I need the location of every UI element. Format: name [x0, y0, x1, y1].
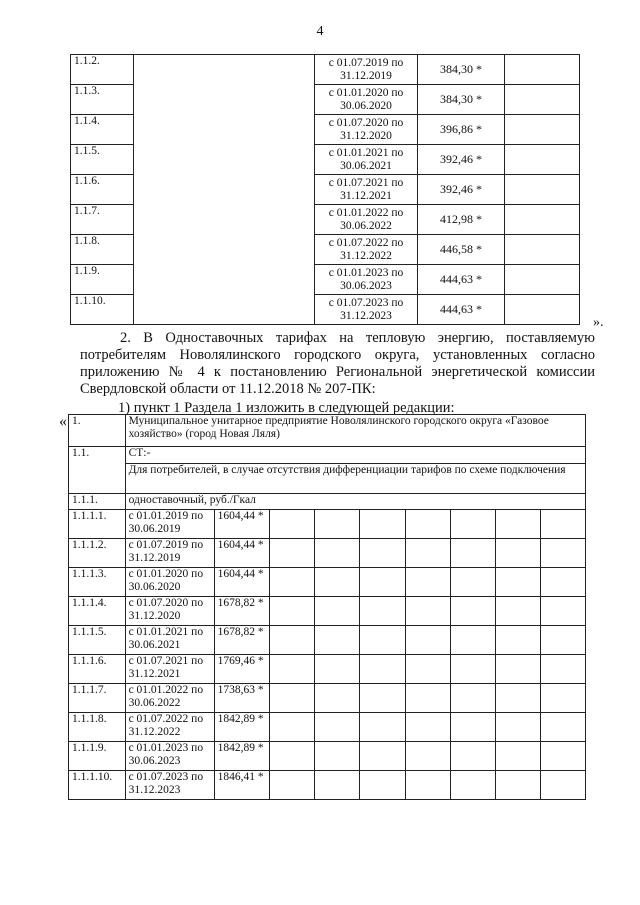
period-cell	[125, 742, 214, 771]
empty-cell	[360, 626, 405, 655]
period-cell	[315, 55, 418, 85]
empty-cell	[405, 539, 450, 568]
empty-cell	[315, 626, 360, 655]
period-end: 31.12.2021	[340, 189, 392, 202]
empty-cell	[450, 597, 495, 626]
empty-cell	[270, 771, 315, 800]
table-row	[69, 713, 586, 742]
tariff-table-new	[68, 414, 586, 800]
period-start: с 01.07.2021 по	[328, 176, 404, 189]
empty-cell	[505, 55, 580, 85]
row-number: 1.1.8.	[71, 235, 134, 265]
empty-cell	[405, 626, 450, 655]
period-cell	[125, 539, 214, 568]
row-number: 1.1.1.5.	[69, 626, 126, 655]
empty-cell	[450, 742, 495, 771]
empty-cell	[450, 568, 495, 597]
tariff-value: 444,63 *	[418, 295, 505, 325]
tariff-value: 444,63 *	[418, 265, 505, 295]
empty-cell	[405, 597, 450, 626]
period-end: 31.12.2023	[128, 784, 181, 796]
empty-cell	[505, 85, 580, 115]
empty-cell	[270, 713, 315, 742]
table-row	[69, 684, 586, 713]
period-cell	[125, 510, 214, 539]
period-start: с 01.01.2023 по	[128, 742, 204, 754]
table-row	[69, 597, 586, 626]
period-start: с 01.01.2021 по	[128, 626, 204, 638]
tariff-value: 392,46 *	[418, 145, 505, 175]
empty-cell	[540, 771, 585, 800]
table-row	[69, 539, 586, 568]
empty-cell	[360, 539, 405, 568]
paragraph-subitem-1: 1) пункт 1 Раздела 1 изложить в следующей редакции:	[118, 400, 455, 416]
empty-cell	[315, 597, 360, 626]
tariff-value: 1604,44 *	[214, 510, 270, 539]
row-number: 1.1.3.	[71, 85, 134, 115]
empty-cell	[540, 626, 585, 655]
row-number: 1.1.1.3.	[69, 568, 126, 597]
period-end: 31.12.2021	[128, 668, 181, 680]
tariff-number: 1.1.1.	[69, 494, 126, 510]
period-start: с 01.01.2022 по	[328, 206, 404, 219]
row-number: 1.1.9.	[71, 265, 134, 295]
period-cell	[125, 655, 214, 684]
tariff-table-continuation	[70, 54, 580, 325]
empty-cell	[405, 568, 450, 597]
consumers-text: Для потребителей, в случае отсутствия дифференциации тарифов по схеме подключения	[125, 464, 585, 494]
row-number: 1.1.1.4.	[69, 597, 126, 626]
period-cell	[315, 115, 418, 145]
period-start: с 01.01.2022 по	[128, 684, 204, 696]
empty-cell	[270, 742, 315, 771]
empty-cell	[270, 684, 315, 713]
empty-cell	[495, 655, 540, 684]
period-end: 31.12.2023	[340, 309, 392, 322]
tariff-label: одноставочный, руб./Гкал	[125, 494, 585, 510]
tariff-value: 1604,44 *	[214, 568, 270, 597]
empty-cell	[540, 684, 585, 713]
empty-cell	[405, 771, 450, 800]
empty-cell	[360, 771, 405, 800]
paragraph-item-2: 2. В Одноставочных тарифах на тепловую энергию, поставляемую потребителям Новолялинского городского округа, установленных согласно приложению № 4 к постановлению Региональной энергетической комиссии Свердловской области от 11.12.2018 № 207-ПК:	[80, 330, 595, 397]
period-end: 31.12.2020	[340, 129, 392, 142]
period-cell	[125, 684, 214, 713]
empty-cell	[540, 713, 585, 742]
period-end: 30.06.2019	[128, 523, 181, 535]
period-end: 31.12.2019	[128, 552, 181, 564]
empty-cell	[315, 510, 360, 539]
empty-cell	[450, 771, 495, 800]
period-end: 30.06.2021	[128, 639, 181, 651]
row-number: 1.1.7.	[71, 205, 134, 235]
empty-cell	[495, 771, 540, 800]
period-start: с 01.07.2019 по	[328, 56, 404, 69]
period-start: с 01.07.2019 по	[128, 539, 204, 551]
empty-cell	[315, 539, 360, 568]
period-cell	[315, 295, 418, 325]
empty-cell	[270, 597, 315, 626]
empty-cell	[360, 713, 405, 742]
period-start: с 01.01.2020 по	[328, 86, 404, 99]
empty-cell	[405, 684, 450, 713]
period-cell	[315, 265, 418, 295]
period-start: с 01.07.2023 по	[128, 771, 204, 783]
empty-cell	[540, 655, 585, 684]
period-end: 31.12.2020	[128, 610, 181, 622]
period-end: 30.06.2023	[128, 755, 181, 767]
empty-cell	[505, 175, 580, 205]
org-number: 1.	[69, 415, 126, 447]
row-number: 1.1.10.	[71, 295, 134, 325]
period-end: 30.06.2023	[340, 279, 392, 292]
row-number: 1.1.1.10.	[69, 771, 126, 800]
empty-cell	[495, 597, 540, 626]
period-start: с 01.07.2020 по	[328, 116, 404, 129]
period-cell	[125, 713, 214, 742]
period-cell	[315, 235, 418, 265]
table-row	[69, 771, 586, 800]
tariff-value: 1678,82 *	[214, 597, 270, 626]
empty-cell	[505, 145, 580, 175]
empty-cell	[315, 655, 360, 684]
empty-cell	[360, 684, 405, 713]
tariff-value: 396,86 *	[418, 115, 505, 145]
tariff-value: 446,58 *	[418, 235, 505, 265]
empty-cell	[540, 742, 585, 771]
period-end: 30.06.2022	[340, 219, 392, 232]
empty-cell	[315, 568, 360, 597]
period-end: 30.06.2020	[128, 581, 181, 593]
empty-cell	[405, 510, 450, 539]
row-number: 1.1.1.6.	[69, 655, 126, 684]
period-start: с 01.01.2020 по	[128, 568, 204, 580]
empty-cell	[540, 597, 585, 626]
period-start: с 01.07.2020 по	[128, 597, 204, 609]
merged-empty-cell	[134, 55, 315, 325]
table-row	[69, 568, 586, 597]
tariff-value: 384,30 *	[418, 55, 505, 85]
table-row	[69, 626, 586, 655]
empty-cell	[495, 684, 540, 713]
tariff-value: 392,46 *	[418, 175, 505, 205]
period-cell	[125, 771, 214, 800]
empty-cell	[270, 655, 315, 684]
empty-cell	[505, 205, 580, 235]
empty-cell	[505, 265, 580, 295]
period-cell	[315, 175, 418, 205]
tariff-value: 384,30 *	[418, 85, 505, 115]
tariff-value: 1842,89 *	[214, 742, 270, 771]
empty-cell	[270, 539, 315, 568]
empty-cell	[450, 510, 495, 539]
empty-cell	[495, 626, 540, 655]
tariff-value: 1842,89 *	[214, 713, 270, 742]
empty-cell	[495, 510, 540, 539]
empty-cell	[450, 539, 495, 568]
period-end: 30.06.2022	[128, 697, 181, 709]
empty-cell	[360, 597, 405, 626]
empty-cell	[450, 713, 495, 742]
empty-cell	[495, 539, 540, 568]
empty-cell	[270, 626, 315, 655]
period-cell	[125, 626, 214, 655]
empty-cell	[505, 115, 580, 145]
tariff-value: 1738,63 *	[214, 684, 270, 713]
row-number: 1.1.1.9.	[69, 742, 126, 771]
empty-cell	[540, 539, 585, 568]
period-cell	[315, 145, 418, 175]
period-cell	[315, 205, 418, 235]
empty-cell	[360, 568, 405, 597]
table-row	[69, 510, 586, 539]
empty-cell	[315, 742, 360, 771]
period-cell	[125, 568, 214, 597]
ct-label: СТ:-	[125, 447, 585, 464]
page-number: 4	[316, 24, 324, 39]
empty-cell	[505, 235, 580, 265]
empty-cell	[450, 684, 495, 713]
empty-cell	[450, 626, 495, 655]
empty-cell	[495, 568, 540, 597]
tariff-value: 412,98 *	[418, 205, 505, 235]
row-number: 1.1.4.	[71, 115, 134, 145]
closing-quote: ».	[593, 315, 604, 330]
period-end: 31.12.2019	[340, 69, 392, 82]
table-row	[69, 655, 586, 684]
empty-cell	[315, 771, 360, 800]
period-start: с 01.01.2019 по	[128, 510, 204, 522]
row-number: 1.1.5.	[71, 145, 134, 175]
tariff-value: 1678,82 *	[214, 626, 270, 655]
period-start: с 01.07.2023 по	[328, 296, 404, 309]
empty-cell	[405, 742, 450, 771]
opening-quote: «	[59, 413, 67, 430]
row-number: 1.1.1.1.	[69, 510, 126, 539]
period-start: с 01.07.2022 по	[328, 236, 404, 249]
org-name: Муниципальное унитарное предприятие Новолялинского городского округа «Газовое хозяйство» (город Новая Ляля)	[125, 415, 585, 447]
row-number: 1.1.1.8.	[69, 713, 126, 742]
empty-cell	[450, 655, 495, 684]
row-number: 1.1.1.2.	[69, 539, 126, 568]
period-end: 30.06.2021	[340, 159, 392, 172]
table-row	[69, 742, 586, 771]
tariff-value: 1846,41 *	[214, 771, 270, 800]
row-number: 1.1.2.	[71, 55, 134, 85]
ct-number: 1.1.	[69, 447, 126, 494]
table-row	[71, 55, 580, 85]
period-start: с 01.01.2021 по	[328, 146, 404, 159]
empty-cell	[360, 655, 405, 684]
empty-cell	[495, 742, 540, 771]
row-number: 1.1.6.	[71, 175, 134, 205]
empty-cell	[505, 295, 580, 325]
period-end: 31.12.2022	[340, 249, 392, 262]
tariff-value: 1769,46 *	[214, 655, 270, 684]
empty-cell	[270, 510, 315, 539]
empty-cell	[540, 568, 585, 597]
empty-cell	[495, 713, 540, 742]
empty-cell	[360, 510, 405, 539]
empty-cell	[315, 684, 360, 713]
empty-cell	[270, 568, 315, 597]
empty-cell	[315, 713, 360, 742]
period-start: с 01.07.2022 по	[128, 713, 204, 725]
empty-cell	[405, 655, 450, 684]
period-cell	[315, 85, 418, 115]
period-start: с 01.07.2021 по	[128, 655, 204, 667]
empty-cell	[360, 742, 405, 771]
empty-cell	[405, 713, 450, 742]
period-start: с 01.01.2023 по	[328, 266, 404, 279]
empty-cell	[540, 510, 585, 539]
row-number: 1.1.1.7.	[69, 684, 126, 713]
period-cell	[125, 597, 214, 626]
period-end: 30.06.2020	[340, 99, 392, 112]
period-end: 31.12.2022	[128, 726, 181, 738]
tariff-value: 1604,44 *	[214, 539, 270, 568]
